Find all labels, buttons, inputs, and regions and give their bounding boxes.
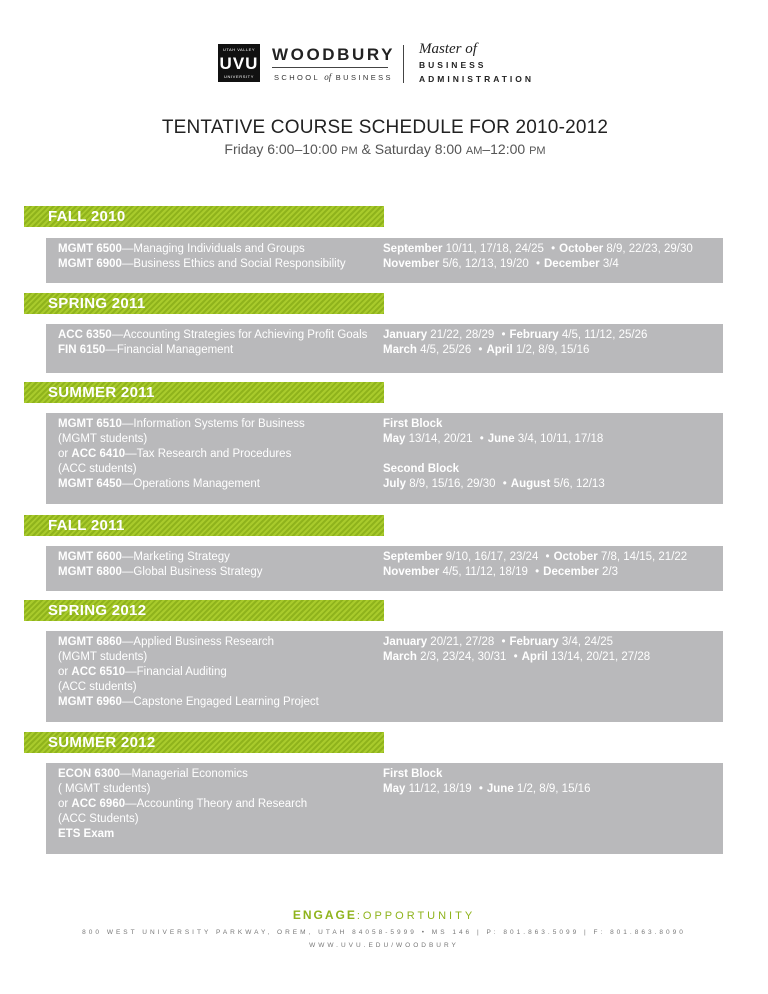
section-header-spring-2011: SPRING 2011 bbox=[24, 293, 384, 314]
section-card-spring-2012 bbox=[46, 631, 723, 722]
course-item: FIN 6150—Financial Management bbox=[58, 344, 234, 356]
course-item: MGMT 6500—Managing Individuals and Groups bbox=[58, 243, 305, 255]
date-list bbox=[383, 550, 718, 580]
course-item: MGMT 6860—Applied Business Research bbox=[58, 636, 275, 648]
section-header-summer-2011: SUMMER 2011 bbox=[24, 382, 384, 403]
section-header-summer-2012: SUMMER 2012 bbox=[24, 732, 384, 753]
course-list bbox=[58, 767, 378, 842]
course-note: (ACC students) bbox=[58, 463, 137, 475]
date-list bbox=[383, 635, 718, 665]
date-list bbox=[383, 242, 718, 272]
course-item: or ACC 6960—Accounting Theory and Research bbox=[58, 798, 308, 810]
engage-tagline: ENGAGE:OPPORTUNITY bbox=[292, 908, 476, 922]
block-label: First Block bbox=[383, 768, 443, 780]
program-line-1: Master of bbox=[419, 41, 477, 57]
page-title: TENTATIVE COURSE SCHEDULE FOR 2010-2012 bbox=[161, 117, 609, 138]
block-label: Second Block bbox=[383, 463, 460, 475]
course-item: MGMT 6510—Information Systems for Business bbox=[58, 418, 305, 430]
school-subtitle: SCHOOL of BUSINESS bbox=[274, 72, 393, 82]
course-note: (ACC Students) bbox=[58, 813, 139, 825]
course-item: ECON 6300—Managerial Economics bbox=[58, 768, 248, 780]
date-line: March 2/3, 23/24, 30/31 • April 13/14, 20/21, 27/28 bbox=[383, 651, 651, 663]
section-card-fall-2010 bbox=[46, 238, 723, 283]
course-list bbox=[58, 242, 378, 272]
uvu-logo bbox=[218, 44, 260, 82]
page-subtitle: Friday 6:00–10:00 PM & Saturday 8:00 AM–12:00 PM bbox=[224, 141, 546, 157]
date-line: November 4/5, 11/12, 18/19 • December 2/3 bbox=[383, 566, 618, 578]
course-note: (MGMT students) bbox=[58, 651, 148, 663]
course-item: MGMT 6600—Marketing Strategy bbox=[58, 551, 230, 563]
course-item: MGMT 6450—Operations Management bbox=[58, 478, 260, 490]
date-list bbox=[383, 417, 718, 492]
section-header-spring-2012: SPRING 2012 bbox=[24, 600, 384, 621]
date-list bbox=[383, 328, 718, 358]
course-item: ACC 6350—Accounting Strategies for Achieving Profit Goals bbox=[58, 329, 368, 341]
course-item: MGMT 6960—Capstone Engaged Learning Project bbox=[58, 696, 319, 708]
block-label: First Block bbox=[383, 418, 443, 430]
section-card-spring-2011 bbox=[46, 324, 723, 373]
footer-website[interactable]: WWW.UVU.EDU/WOODBURY bbox=[309, 942, 459, 949]
date-line: September 9/10, 16/17, 23/24 • October 7/8, 14/15, 21/22 bbox=[383, 551, 688, 563]
course-item: or ACC 6510—Financial Auditing bbox=[58, 666, 227, 678]
date-line: May 13/14, 20/21 • June 3/4, 10/11, 17/18 bbox=[383, 433, 604, 445]
section-card-summer-2011 bbox=[46, 413, 723, 504]
course-item: MGMT 6900—Business Ethics and Social Responsibility bbox=[58, 258, 346, 270]
program-line-3: ADMINISTRATION bbox=[419, 74, 535, 84]
date-line: March 4/5, 25/26 • April 1/2, 8/9, 15/16 bbox=[383, 344, 590, 356]
school-name: WOODBURY bbox=[272, 45, 396, 64]
course-list bbox=[58, 328, 378, 358]
course-note: (ACC students) bbox=[58, 681, 137, 693]
date-line: January 21/22, 28/29 • February 4/5, 11/12, 25/26 bbox=[383, 329, 648, 341]
section-header-fall-2011: FALL 2011 bbox=[24, 515, 384, 536]
course-item: ETS Exam bbox=[58, 828, 115, 840]
date-line: November 5/6, 12/13, 19/20 • December 3/4 bbox=[383, 258, 619, 270]
logo-mark: UVU bbox=[219, 54, 259, 73]
header-divider bbox=[403, 45, 404, 83]
course-note: ( MGMT students) bbox=[58, 783, 151, 795]
program-line-2: BUSINESS bbox=[419, 60, 487, 70]
course-note: (MGMT students) bbox=[58, 433, 148, 445]
date-line: September 10/11, 17/18, 24/25 • October 8/9, 22/23, 29/30 bbox=[383, 243, 693, 255]
section-card-fall-2011 bbox=[46, 546, 723, 591]
logo-bottom-text: UNIVERSITY bbox=[223, 74, 254, 79]
date-line: May 11/12, 18/19 • June 1/2, 8/9, 15/16 bbox=[383, 783, 591, 795]
date-line: January 20/21, 27/28 • February 3/4, 24/25 bbox=[383, 636, 614, 648]
course-list bbox=[58, 550, 378, 580]
date-line: July 8/9, 15/16, 29/30 • August 5/6, 12/13 bbox=[383, 478, 605, 490]
section-header-fall-2010: FALL 2010 bbox=[24, 206, 384, 227]
course-item: MGMT 6800—Global Business Strategy bbox=[58, 566, 263, 578]
course-list bbox=[58, 417, 378, 492]
logo-top-text: UTAH VALLEY bbox=[222, 47, 256, 52]
section-card-summer-2012 bbox=[46, 763, 723, 854]
course-list bbox=[58, 635, 378, 710]
footer-address: 800 WEST UNIVERSITY PARKWAY, OREM, UTAH 84058-5999 • MS 146 | P: 801.863.5099 | F: 801.863.8090 bbox=[82, 929, 686, 936]
date-list bbox=[383, 767, 718, 797]
school-divider bbox=[272, 67, 388, 68]
course-item: or ACC 6410—Tax Research and Procedures bbox=[58, 448, 292, 460]
